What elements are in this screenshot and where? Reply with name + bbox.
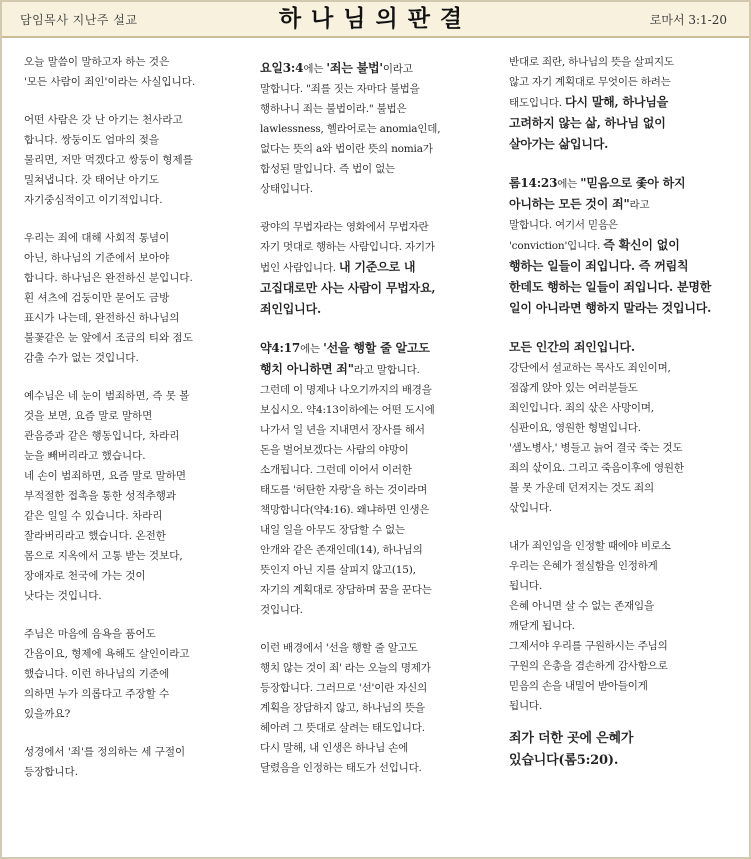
verse-reference: 요일3:4 bbox=[260, 61, 304, 75]
bold-phrase: '선을 행할 줄 알고도 행치 아니하면 죄" bbox=[260, 341, 430, 376]
bold-phrase: '죄는 불법' bbox=[326, 61, 383, 75]
bold-phrase: 즉 확신이 없이 행하는 일들이 죄입니다. 즉 꺼림칙 한데도 행하는 일들이 죄입니다. 분명한 일이 아니라면 행하지 말라는 것입니다. bbox=[509, 238, 712, 315]
paragraph: 예수님은 네 눈이 범죄하면, 즉 못 볼 것을 보면, 요즘 말로 말하면 관음증과 같은 행동입니다, 차라리 눈을 빼버리라고 했습니다. 네 손이 범죄하면, 요즘 말로 말하면 부적절한 접촉을 통한 성적추행과 같은 일일 수 있습니다. 차라리 잘라버리라고 했습니다. 온전한 몸으로 지옥에서 고통 받는 것보다, 장애자로 천국에 가는 것이 낫다는 것입니다. bbox=[24, 390, 190, 602]
header-bar bbox=[2, 2, 749, 38]
paragraph: 성경에서 '죄'를 정의하는 세 구절이 등장합니다. bbox=[24, 746, 186, 778]
paragraph: 말합니다. "죄를 짓는 자마다 불법을 행하나니 죄는 불법이라." 불법은 lawlessness, 헬라어로는 anomia인데, 없다는 뜻의 a와 법이란 뜻의 nomia가 합성된 말입니다. 즉 법이 없는 상태입니다. bbox=[260, 83, 441, 195]
paragraph bbox=[260, 338, 490, 380]
text: 말합니다. 여기서 믿음은 'conviction'입니다. bbox=[509, 219, 618, 252]
verse-reference: 약4:17 bbox=[260, 341, 301, 355]
header-label: 담임목사 지난주 설교 bbox=[20, 13, 138, 27]
text: 에는 bbox=[300, 343, 324, 355]
paragraph bbox=[509, 215, 741, 319]
text: 광야의 무법자라는 영화에서 무법자란 자기 멋대로 행하는 사람입니다. 자기가 법인 사람입니다. bbox=[260, 221, 435, 274]
paragraph bbox=[509, 52, 741, 155]
paragraph: 주님은 마음에 음욕을 품어도 간음이요, 형제에 욕해도 살인이라고 했습니다. 이런 하나님의 기준에 의하면 누가 의롭다고 주장할 수 있을까요? bbox=[24, 628, 190, 720]
paragraph: 이런 배경에서 '선을 행할 줄 알고도 행치 않는 것이 죄' 라는 오늘의 명제가 등장합니다. 그러므로 '선'이란 자신의 계획을 장담하지 않고, 하나님의 뜻을 헤아려 그 뜻대로 살려는 태도입니다. 다시 말해, 내 인생은 하나님 손에 달렸음을 인정하는 태도가 선입니다. bbox=[260, 642, 431, 774]
text: 반대로 죄란, 하나님의 뜻을 살피지도 않고 자기 계획대로 무엇이든 하려는 태도입니다. bbox=[509, 56, 674, 109]
paragraph bbox=[509, 173, 741, 215]
paragraph bbox=[260, 217, 490, 320]
column-2 bbox=[260, 52, 490, 778]
sermon-title: 하나님의판결 bbox=[278, 5, 473, 32]
section-heading: 모든 인간의 죄인입니다. bbox=[509, 340, 635, 354]
text: 라고 bbox=[629, 199, 650, 211]
paragraph bbox=[260, 58, 490, 79]
bold-phrase: 내 기준으로 내 고집대로만 사는 사람이 무법자요, 죄인입니다. bbox=[260, 260, 436, 316]
bold-phrase: "믿음으로 좇아 하지 아니하는 모든 것이 죄" bbox=[509, 176, 686, 211]
paragraph: 어떤 사람은 갓 난 아기는 천사라고 합니다. 쌍둥이도 엄마의 젖을 물리면, 저만 먹겠다고 쌍둥이 형제를 밀쳐냅니다. 갓 태어난 아기도 자기중심적이고 이기적입니다. bbox=[24, 114, 193, 206]
paragraph: 내가 죄인임을 인정할 때에야 비로소 우리는 은혜가 절실함을 인정하게 됩니다. 은혜 아니면 살 수 없는 존재임을 깨닫게 됩니다. 그제서야 우리를 구원하시는 주님의 구원의 은총을 겸손하게 감사함으로 믿음의 손을 내밀어 받아들이게 됩니다. bbox=[509, 540, 671, 712]
paragraph: 그런데 이 명제나 나오기까지의 배경을 보십시오. 약4:13이하에는 어떤 도시에 나가서 일 년을 지내면서 장사를 해서 돈을 벌어보겠다는 사람의 야망이 소개됩니다. 그런데 이어서 이러한 태도를 '허탄한 자랑'을 하는 것이라며 책망합니다(약4:16). 왜냐하면 인생은 내일 일을 아무도 장담할 수 없는 안개와 같은 존재인데(14), 하나님의 뜻인지 아닌 지를 살피지 않고(15), 자기의 계획대로 장담하며 꿈을 꾼다는 것입니다. bbox=[260, 384, 435, 616]
column-3 bbox=[509, 52, 741, 772]
paragraph: 오늘 말씀이 말하고자 하는 것은 '모든 사람이 죄인'이라는 사실입니다. bbox=[24, 56, 196, 88]
text: 이라고 bbox=[382, 63, 413, 75]
text: 라고 말합니다. bbox=[353, 364, 420, 376]
paragraph: 우리는 죄에 대해 사회적 통념이 아닌, 하나님의 기준에서 보아야 합니다. 하나님은 완전하신 분입니다. 흰 셔츠에 검둥이만 묻어도 금방 표시가 나는데, 완전하신 하나님의 불꽃같은 눈 앞에서 조금의 티와 점도 감출 수가 없는 것입니다. bbox=[24, 232, 193, 364]
closing-statement: 죄가 더한 곳에 은혜가 있습니다(롬5:20). bbox=[509, 731, 634, 768]
scripture-reference: 로마서 3:1-20 bbox=[649, 13, 727, 27]
paragraph: 강단에서 설교하는 목사도 죄인이며, 점잖게 앉아 있는 여러분들도 죄인입니다. 죄의 삯은 사망이며, 심판이요, 영원한 형벌입니다. '샘노병사,' 병들고 늙어 결국 죽는 것도 죄의 삯이요. 그리고 죽음이후에 영원한 불 못 가운데 던져지는 것도 죄의 삯입니다. bbox=[509, 362, 684, 514]
text: 에는 bbox=[557, 178, 581, 190]
verse-reference: 롬14:23 bbox=[509, 176, 558, 190]
text: 에는 bbox=[303, 63, 327, 75]
column-1 bbox=[24, 52, 248, 782]
bold-phrase: 다시 말해, 하나님을 고려하지 않는 삶, 하나님 없이 살아가는 삶입니다. bbox=[509, 95, 669, 151]
